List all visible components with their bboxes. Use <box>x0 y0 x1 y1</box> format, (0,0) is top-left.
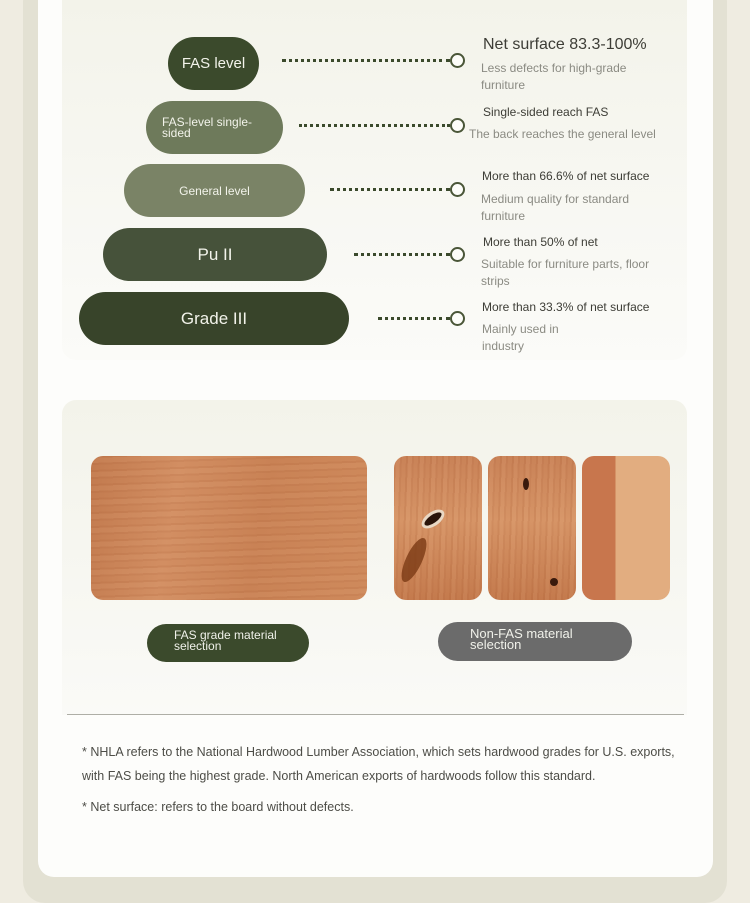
grade-description-sub: Suitable for furniture parts, floor strips <box>481 257 650 288</box>
ring-marker-icon <box>450 247 465 262</box>
grade-pill-label: Grade III <box>180 308 248 328</box>
grade-pill-fas <box>168 37 259 90</box>
footnote-net-surface: * Net surface: refers to the board without defects. <box>82 800 354 814</box>
grade-description-sub: The back reaches the general level <box>469 127 656 141</box>
grade-pill-label: Pu II <box>197 244 233 264</box>
non-fas-material-label: Non-FAS material selection <box>470 626 573 652</box>
grade-pill-label: General level <box>179 183 250 198</box>
grade-pill-label: FAS-level single-sided <box>162 114 253 140</box>
grade-pill-pu2 <box>103 228 327 281</box>
connector-line <box>282 59 450 62</box>
non-fas-material-tag <box>438 622 632 661</box>
grade-pill-fas-single <box>146 101 283 154</box>
wood-defect <box>550 578 558 586</box>
grade-description-title: More than 33.3% of net surface <box>482 300 650 314</box>
ring-marker-icon <box>450 311 465 326</box>
ring-marker-icon <box>450 53 465 68</box>
grade-pill-general <box>124 164 305 217</box>
grade-description-title: Single-sided reach FAS <box>483 105 609 119</box>
grade-description-title: More than 50% of net <box>483 235 598 249</box>
non-fas-board-image-2 <box>488 456 576 600</box>
grade-description-sub: Less defects for high-grade furniture <box>481 61 627 92</box>
wood-defect <box>418 506 447 532</box>
section-divider <box>67 714 684 715</box>
grade-description-sub: Medium quality for standard furniture <box>481 192 630 223</box>
connector-line <box>378 317 450 320</box>
grade-pill-grade3 <box>79 292 349 345</box>
connector-line <box>330 188 450 191</box>
connector-line <box>299 124 450 127</box>
ring-marker-icon <box>450 118 465 133</box>
fas-wood-board-image <box>91 456 367 600</box>
grade-description-sub: Mainly used in industry <box>482 322 559 353</box>
grade-description-title: More than 66.6% of net surface <box>482 169 650 183</box>
wood-defect <box>397 535 432 585</box>
grade-pill-label: FAS level <box>181 55 246 72</box>
grade-description-title: Net surface 83.3-100% <box>483 36 647 53</box>
non-fas-board-image-3 <box>582 456 670 600</box>
ring-marker-icon <box>450 182 465 197</box>
wood-defect <box>523 478 529 490</box>
fas-material-label: FAS grade material selection <box>174 628 277 653</box>
connector-line <box>354 253 450 256</box>
non-fas-board-image-1 <box>394 456 482 600</box>
footnote-nhla: * NHLA refers to the National Hardwood Lumber Association, which sets hardwood grades for U.S. exports, with FAS being the highest grade. North American exports of hardwoods follow this standard. <box>82 745 675 783</box>
fas-material-tag <box>147 624 309 662</box>
